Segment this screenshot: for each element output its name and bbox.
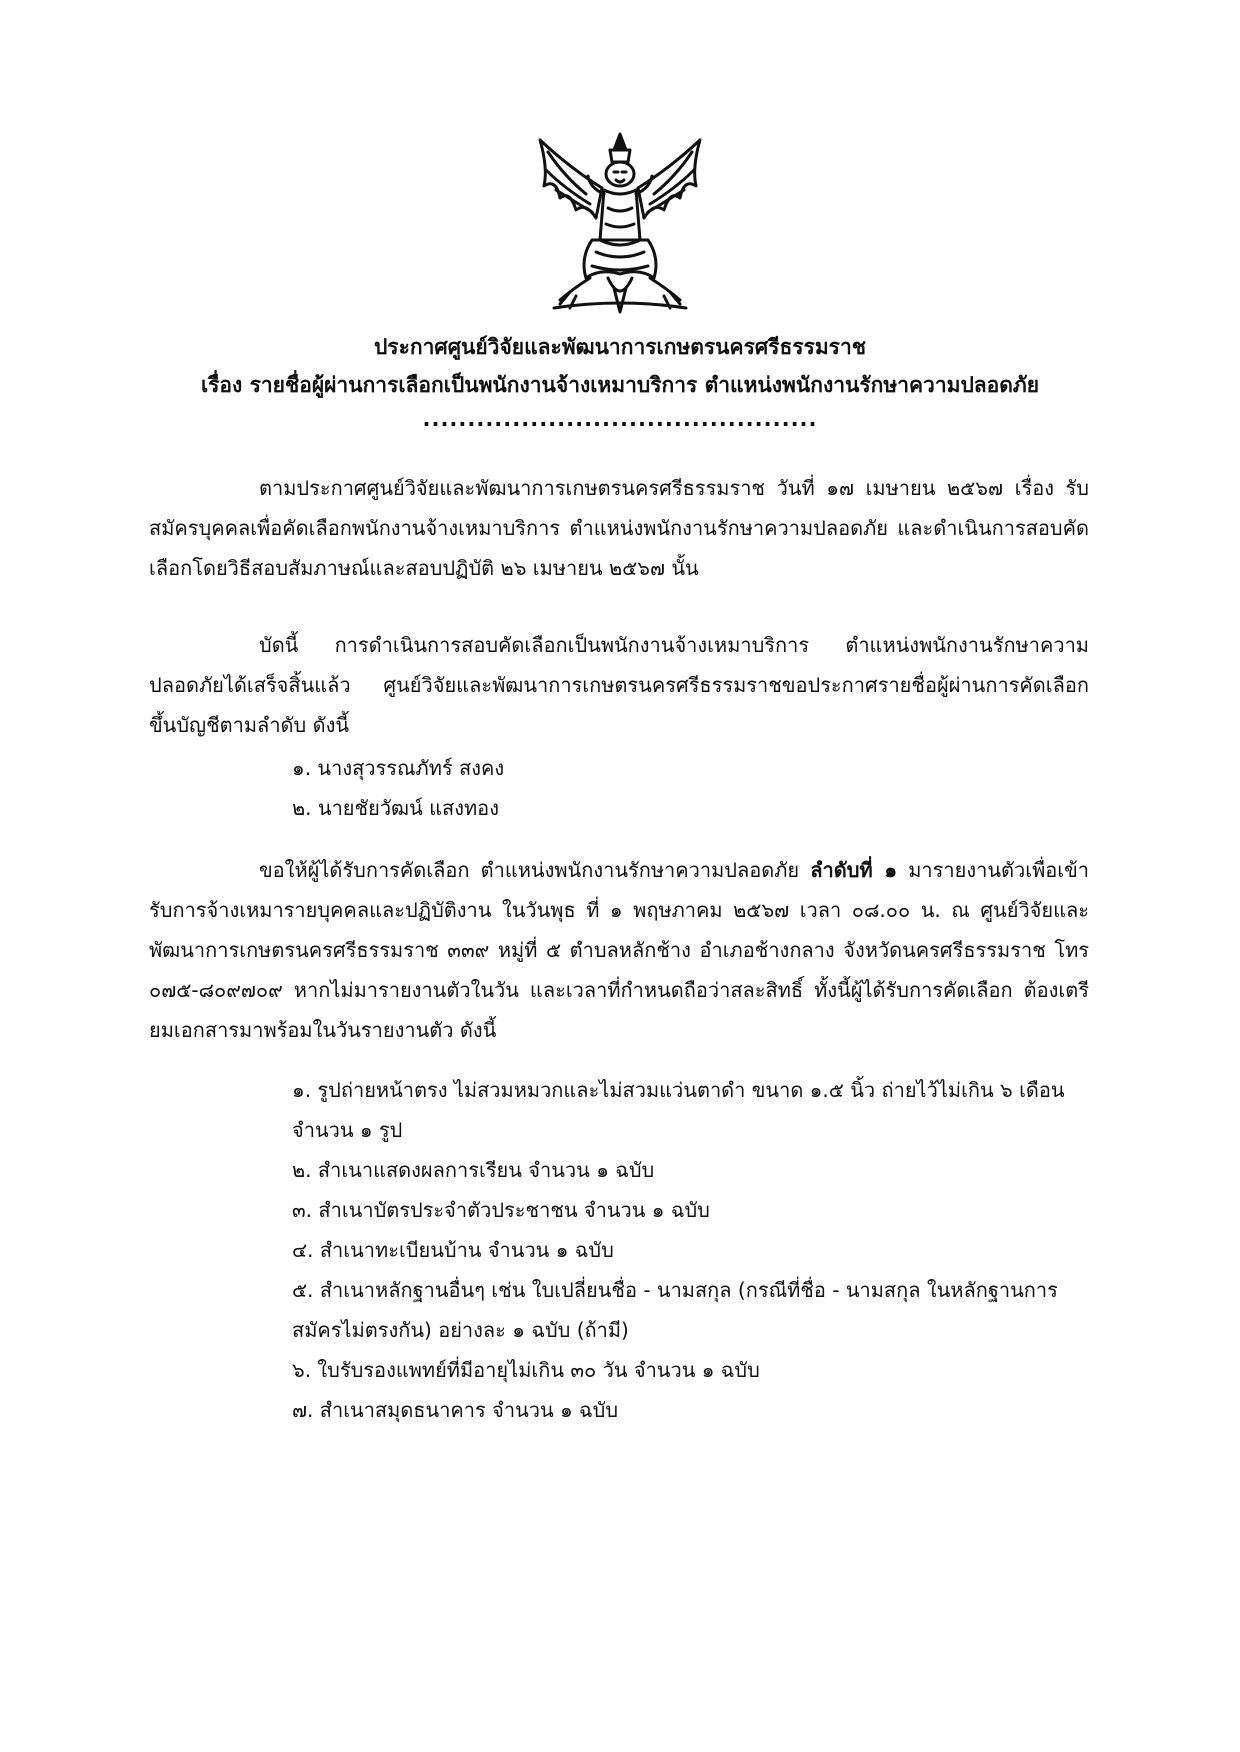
announcement-title: [0, 328, 1240, 434]
list-item: ๗. สำเนาสมุดธนาคาร จำนวน ๑ ฉบับ: [292, 1398, 619, 1422]
title-separator: ............................................: [422, 407, 818, 431]
list-item: ๖. ใบรับรองแพทย์ที่มีอายุไม่เกิน ๓๐ วัน จำนวน ๑ ฉบับ: [292, 1358, 760, 1382]
list-item: ๒. สำเนาแสดงผลการเรียน จำนวน ๑ ฉบับ: [292, 1158, 655, 1182]
paragraph-report-instructions: [149, 850, 1089, 1050]
garuda-emblem-icon: [530, 128, 710, 318]
paragraph-results: [149, 625, 1089, 745]
title-line-1: ประกาศศูนย์วิจัยและพัฒนาการเกษตรนครศรีธรรมราช: [373, 335, 867, 359]
list-item: ๓. สำเนาบัตรประจำตัวประชาชน จำนวน ๑ ฉบับ: [292, 1198, 710, 1222]
list-item: ๑. นางสุวรรณภัทร์ สงคง: [292, 756, 505, 780]
list-item: ๕. สำเนาหลักฐานอื่นๆ เช่น ใบเปลี่ยนชื่อ - นามสกุล (กรณีที่ชื่อ - นามสกุล ในหลักฐานการสมัครไม่ตรงกัน) อย่างละ ๑ ฉบับ (ถ้ามี): [292, 1278, 1058, 1342]
paragraph-1-text: ตามประกาศศูนย์วิจัยและพัฒนาการเกษตรนครศรีธรรมราช วันที่ ๑๗ เมษายน ๒๕๖๗ เรื่อง รับสมัครบุคคลเพื่อคัดเลือกพนักงานจ้างเหมาบริการ ตำแหน่งพนักงานรักษาความปลอดภัย และดำเนินการสอบคัดเลือกโดยวิธีสอบสัมภาษณ์และสอบปฏิบัติ ๒๖ เมษายน ๒๕๖๗ นั้น: [149, 476, 1089, 580]
paragraph-3-text: ขอให้ผู้ได้รับการคัดเลือก ตำแหน่งพนักงานรักษาความปลอดภัย: [259, 858, 811, 882]
selected-names-list: [292, 748, 1092, 828]
paragraph-reference: [149, 468, 1089, 588]
required-documents-list: [292, 1070, 1092, 1430]
list-item: ๔. สำเนาทะเบียนบ้าน จำนวน ๑ ฉบับ: [292, 1238, 614, 1262]
paragraph-3-rest: มารายงานตัวเพื่อเข้ารับการจ้างเหมารายบุคคลและปฏิบัติงาน ในวันพุธ ที่ ๑ พฤษภาคม ๒๕๖๗ เวลา ๐๘.๐๐ น. ณ ศูนย์วิจัยและพัฒนาการเกษตรนครศรีธรรมราช ๓๓๙ หมู่ที่ ๕ ตำบลหลักช้าง อำเภอช้างกลาง จังหวัดนครศรีธรรมราช โทร ๐๗๕-๘๐๙๗๐๙ หากไม่มารายงานตัวในวัน และเวลาที่กำหนดถือว่าสละสิทธิ์ ทั้งนี้ผู้ได้รับการคัดเลือก ต้องเตรียมเอกสารมาพร้อมในวันรายงานตัว ดังนี้: [149, 858, 1089, 1042]
list-item: ๒. นายชัยวัฒน์ แสงทอง: [292, 796, 499, 820]
title-line-2: เรื่อง รายชื่อผู้ผ่านการเลือกเป็นพนักงานจ้างเหมาบริการ ตำแหน่งพนักงานรักษาความปลอดภัย: [200, 373, 1040, 397]
list-item: ๑. รูปถ่ายหน้าตรง ไม่สวมหมวกและไม่สวมแว่นตาดำ ขนาด ๑.๕ นิ้ว ถ่ายไว้ไม่เกิน ๖ เดือน จำนวน ๑ รูป: [292, 1078, 1065, 1142]
rank-emphasis: ลำดับที่ ๑: [810, 858, 898, 882]
paragraph-2-text: บัดนี้ การดำเนินการสอบคัดเลือกเป็นพนักงานจ้างเหมาบริการ ตำแหน่งพนักงานรักษาความปลอดภัยได้เสร็จสิ้นแล้ว ศูนย์วิจัยและพัฒนาการเกษตรนครศรีธรรมราชขอประกาศรายชื่อผู้ผ่านการคัดเลือกขึ้นบัญชีตามลำดับ ดังนี้: [149, 633, 1089, 737]
